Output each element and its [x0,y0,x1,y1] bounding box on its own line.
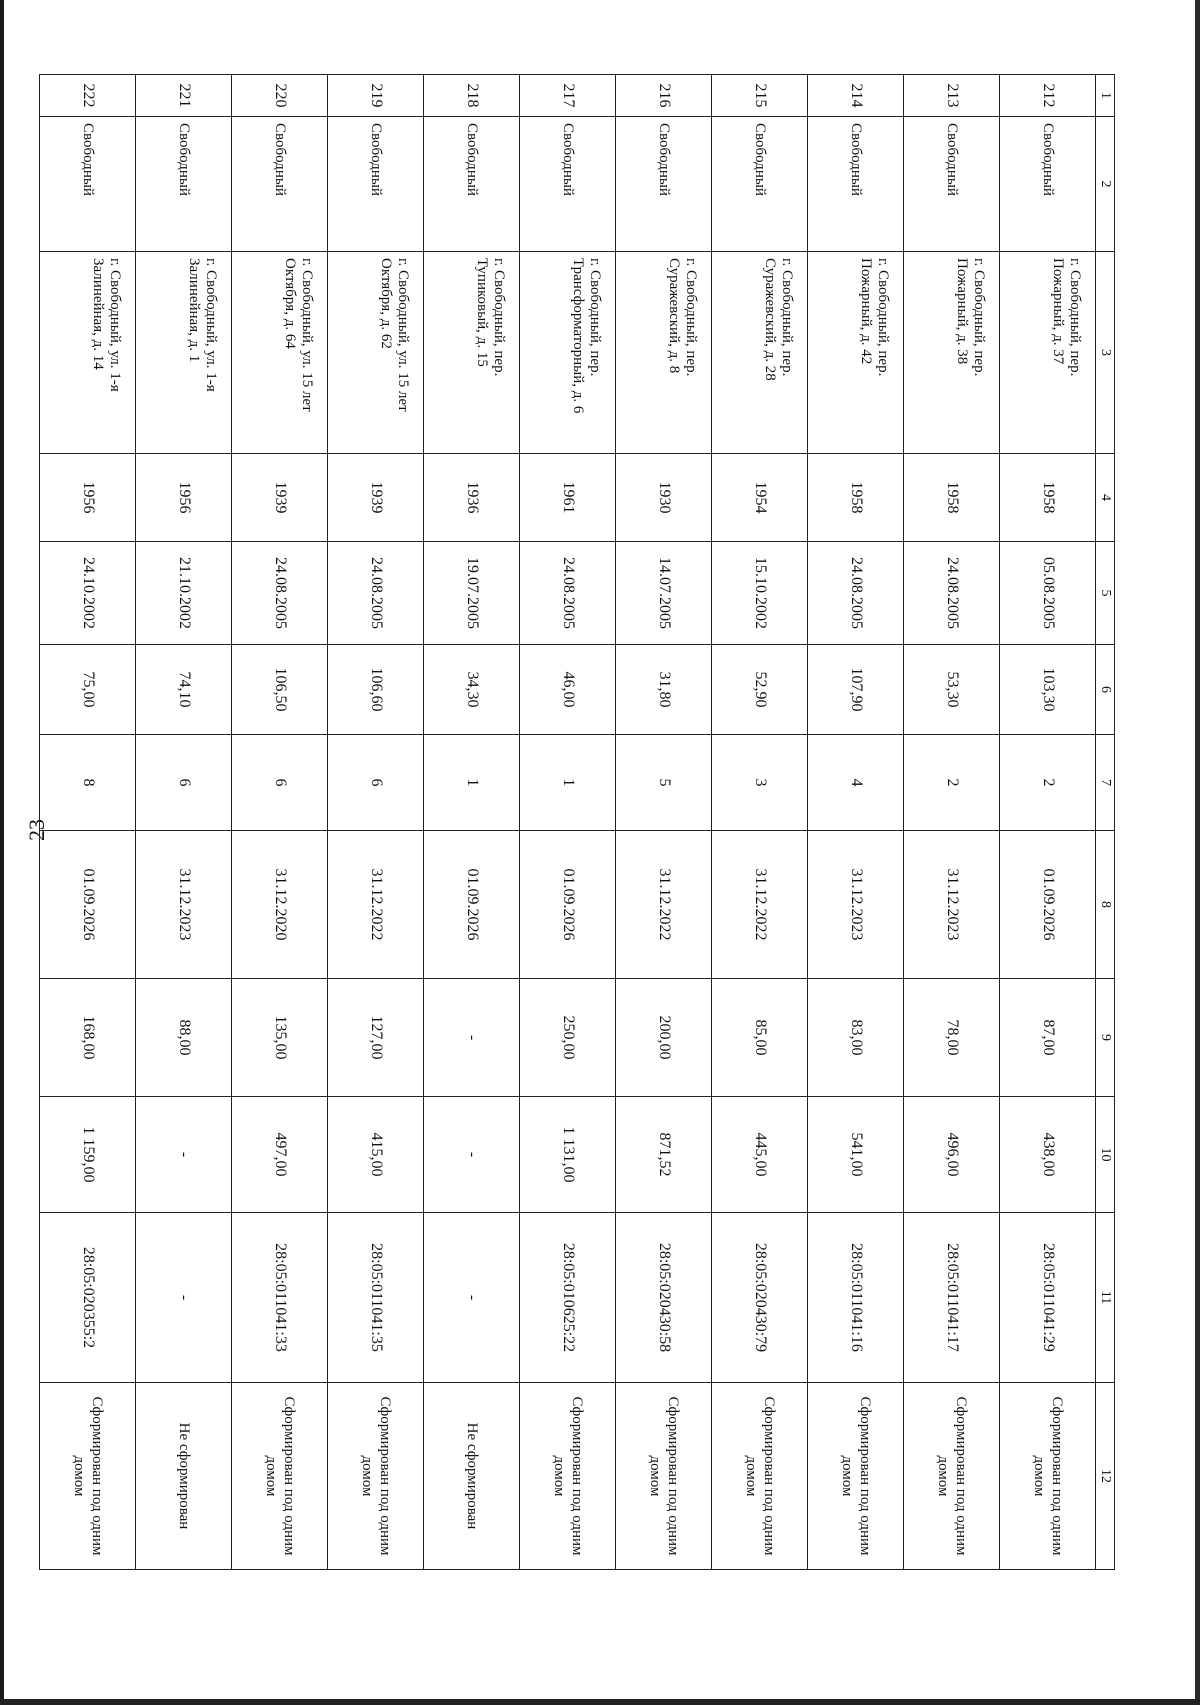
cadastral-number-cell: 28:05:020430:58 [616,1213,712,1383]
area-cell: 106,60 [328,645,424,735]
city-cell: Свободный [1000,117,1096,252]
column-10-cell: - [424,1097,520,1213]
column-9-cell: 250,00 [520,979,616,1097]
table-row [904,75,1000,1570]
year-cell: 1939 [328,454,424,542]
area-cell: 34,30 [424,645,520,735]
area-cell: 31,80 [616,645,712,735]
table-row [712,75,808,1570]
column-9-cell: 87,00 [1000,979,1096,1097]
row-number-cell: 213 [904,75,1000,117]
column-9-cell: 168,00 [40,979,136,1097]
city-cell: Свободный [616,117,712,252]
column-9-cell: 135,00 [232,979,328,1097]
year-cell: 1936 [424,454,520,542]
address-cell: г. Свободный, пер. Суражевский, д. 8 [616,252,712,454]
year-cell: 1961 [520,454,616,542]
date-cell: 24.08.2005 [520,542,616,645]
column-10-cell: 871,52 [616,1097,712,1213]
row-number-cell: 222 [40,75,136,117]
city-cell: Свободный [328,117,424,252]
area-cell: 46,00 [520,645,616,735]
cadastral-number-cell: 28:05:011041:17 [904,1213,1000,1383]
deadline-cell: 31.12.2020 [232,831,328,979]
column-header-cell: 3 [1096,252,1115,454]
address-cell: г. Свободный, пер. Суражевский, д. 28 [712,252,808,454]
address-cell: г. Свободный, ул. 1-я Залинейная, д. 14 [40,252,136,454]
cadastral-number-cell: - [424,1213,520,1383]
column-10-cell: 541,00 [808,1097,904,1213]
column-header-cell: 2 [1096,117,1115,252]
table-row [424,75,520,1570]
row-number-cell: 212 [1000,75,1096,117]
address-cell: г. Свободный, ул. 15 лет Октября, д. 64 [232,252,328,454]
column-10-cell: - [136,1097,232,1213]
address-cell: г. Свободный, пер. Трансформаторный, д. 6 [520,252,616,454]
count-cell: 2 [904,735,1000,831]
address-cell: г. Свободный, пер. Пожарный, д. 37 [1000,252,1096,454]
table-row [328,75,424,1570]
year-cell: 1954 [712,454,808,542]
column-header-cell: 12 [1096,1383,1115,1570]
row-number-cell: 214 [808,75,904,117]
area-cell: 75,00 [40,645,136,735]
column-9-cell: 85,00 [712,979,808,1097]
year-cell: 1958 [904,454,1000,542]
count-cell: 1 [424,735,520,831]
date-cell: 24.08.2005 [808,542,904,645]
city-cell: Свободный [520,117,616,252]
address-cell: г. Свободный, пер. Тупиковый, д. 15 [424,252,520,454]
row-number-cell: 215 [712,75,808,117]
address-cell: г. Свободный, пер. Пожарный, д. 42 [808,252,904,454]
count-cell: 3 [712,735,808,831]
address-cell: г. Свободный, ул. 1-я Залинейная, д. 1 [136,252,232,454]
year-cell: 1956 [136,454,232,542]
row-number-cell: 216 [616,75,712,117]
address-cell: г. Свободный, ул. 15 лет Октября, д. 62 [328,252,424,454]
row-number-cell: 221 [136,75,232,117]
area-cell: 106,50 [232,645,328,735]
count-cell: 6 [232,735,328,831]
column-header-cell: 11 [1096,1213,1115,1383]
column-header-cell: 7 [1096,735,1115,831]
year-cell: 1958 [1000,454,1096,542]
deadline-cell: 31.12.2023 [904,831,1000,979]
table-row [616,75,712,1570]
column-10-cell: 445,00 [712,1097,808,1213]
status-cell: Сформирован под одним домом [712,1383,808,1570]
cadastral-number-cell: 28:05:011041:29 [1000,1213,1096,1383]
column-header-cell: 6 [1096,645,1115,735]
deadline-cell: 31.12.2022 [328,831,424,979]
area-cell: 74,10 [136,645,232,735]
deadline-cell: 31.12.2023 [808,831,904,979]
date-cell: 21.10.2002 [136,542,232,645]
table-row [40,75,136,1570]
deadline-cell: 01.09.2026 [520,831,616,979]
status-cell: Сформирован под одним домом [232,1383,328,1570]
city-cell: Свободный [136,117,232,252]
column-10-cell: 438,00 [1000,1097,1096,1213]
column-header-cell: 9 [1096,979,1115,1097]
column-10-cell: 497,00 [232,1097,328,1213]
registry-table [39,74,1115,1570]
count-cell: 8 [40,735,136,831]
count-cell: 1 [520,735,616,831]
date-cell: 15.10.2002 [712,542,808,645]
count-cell: 6 [136,735,232,831]
year-cell: 1939 [232,454,328,542]
cadastral-number-cell: 28:05:011041:16 [808,1213,904,1383]
table-row [520,75,616,1570]
column-10-cell: 1 131,00 [520,1097,616,1213]
cadastral-number-cell: 28:05:011041:35 [328,1213,424,1383]
deadline-cell: 01.09.2026 [40,831,136,979]
column-header-cell: 1 [1096,75,1115,117]
column-header-cell: 4 [1096,454,1115,542]
column-9-cell: - [424,979,520,1097]
city-cell: Свободный [712,117,808,252]
table-row [232,75,328,1570]
city-cell: Свободный [808,117,904,252]
table-row [1000,75,1096,1570]
scan-edge-bottom [0,1699,1200,1705]
city-cell: Свободный [904,117,1000,252]
status-cell: Не сформирован [136,1383,232,1570]
cadastral-number-cell: 28:05:010625:22 [520,1213,616,1383]
column-10-cell: 415,00 [328,1097,424,1213]
row-number-cell: 220 [232,75,328,117]
column-header-row [1096,75,1115,1570]
column-9-cell: 127,00 [328,979,424,1097]
city-cell: Свободный [232,117,328,252]
count-cell: 2 [1000,735,1096,831]
deadline-cell: 31.12.2023 [136,831,232,979]
row-number-cell: 219 [328,75,424,117]
status-cell: Сформирован под одним домом [520,1383,616,1570]
status-cell: Сформирован под одним домом [1000,1383,1096,1570]
city-cell: Свободный [40,117,136,252]
area-cell: 107,90 [808,645,904,735]
deadline-cell: 31.12.2022 [712,831,808,979]
table-row [136,75,232,1570]
address-cell: г. Свободный, пер. Пожарный, д. 38 [904,252,1000,454]
column-9-cell: 78,00 [904,979,1000,1097]
count-cell: 4 [808,735,904,831]
column-header-cell: 5 [1096,542,1115,645]
date-cell: 19.07.2005 [424,542,520,645]
area-cell: 103,30 [1000,645,1096,735]
column-header-cell: 8 [1096,831,1115,979]
cadastral-number-cell: - [136,1213,232,1383]
status-cell: Сформирован под одним домом [40,1383,136,1570]
column-9-cell: 88,00 [136,979,232,1097]
column-header-cell: 10 [1096,1097,1115,1213]
deadline-cell: 31.12.2022 [616,831,712,979]
table-container [71,74,1115,1569]
scan-edge-left [0,0,4,1705]
cadastral-number-cell: 28:05:011041:33 [232,1213,328,1383]
count-cell: 5 [616,735,712,831]
cadastral-number-cell: 28:05:020430:79 [712,1213,808,1383]
column-10-cell: 1 159,00 [40,1097,136,1213]
date-cell: 24.08.2005 [232,542,328,645]
scan-edge-right [1195,0,1200,1705]
area-cell: 52,90 [712,645,808,735]
row-number-cell: 217 [520,75,616,117]
status-cell: Не сформирован [424,1383,520,1570]
city-cell: Свободный [424,117,520,252]
date-cell: 05.08.2005 [1000,542,1096,645]
deadline-cell: 01.09.2026 [1000,831,1096,979]
table-row [808,75,904,1570]
year-cell: 1930 [616,454,712,542]
deadline-cell: 01.09.2026 [424,831,520,979]
page-number: 23 [24,819,49,841]
column-9-cell: 200,00 [616,979,712,1097]
status-cell: Сформирован под одним домом [904,1383,1000,1570]
date-cell: 24.08.2005 [904,542,1000,645]
area-cell: 53,30 [904,645,1000,735]
status-cell: Сформирован под одним домом [328,1383,424,1570]
column-9-cell: 83,00 [808,979,904,1097]
date-cell: 24.08.2005 [328,542,424,645]
status-cell: Сформирован под одним домом [808,1383,904,1570]
cadastral-number-cell: 28:05:020355:2 [40,1213,136,1383]
row-number-cell: 218 [424,75,520,117]
date-cell: 24.10.2002 [40,542,136,645]
year-cell: 1958 [808,454,904,542]
year-cell: 1956 [40,454,136,542]
column-10-cell: 496,00 [904,1097,1000,1213]
status-cell: Сформирован под одним домом [616,1383,712,1570]
count-cell: 6 [328,735,424,831]
date-cell: 14.07.2005 [616,542,712,645]
